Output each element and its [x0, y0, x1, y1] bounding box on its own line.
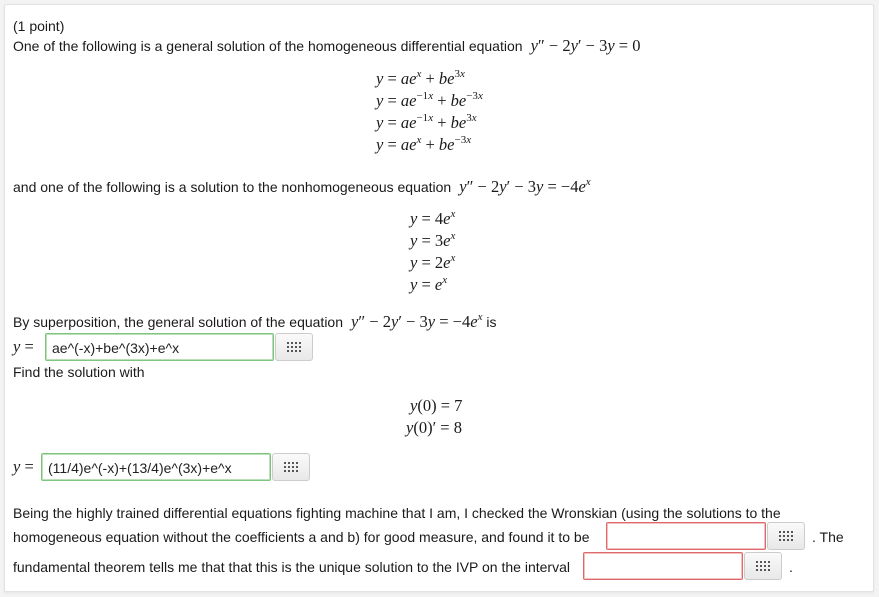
equation-editor-button-2[interactable] [272, 453, 310, 481]
wronskian-text-line1: Being the highly trained differential equations fighting machine that I am, I checked the Wronskian (using the solutions to the [13, 505, 781, 521]
part-option-1: $y = 4e^x$ [410, 207, 456, 228]
homog-option-4: $y = ae^x + be^{-3x}$ [376, 133, 472, 154]
grid-icon [756, 561, 770, 572]
superposition-prompt [13, 310, 497, 331]
ivp-solution-label: y = [13, 457, 34, 476]
wronskian-suffix: . The [812, 529, 844, 545]
part-option-2: $y = 3e^x$ [410, 229, 456, 250]
interval-suffix: . [789, 559, 793, 575]
initial-condition-1: y(0) = 7 [410, 396, 463, 415]
interval-input[interactable] [583, 552, 743, 580]
homog-option-2: $y = ae^{-1x} + be^{-3x}$ [376, 89, 483, 110]
homogeneous-options [376, 68, 483, 156]
superposition-prompt-text: By superposition, the general solution of the equation [13, 314, 344, 330]
homogeneous-prompt [13, 37, 640, 55]
equation-editor-button-1[interactable] [275, 333, 313, 361]
wronskian-input[interactable] [606, 522, 766, 550]
nonhomogeneous-prompt-text: and one of the following is a solution to the nonhomogeneous equation [13, 179, 452, 195]
ivp-prompt: Find the solution with [13, 364, 145, 380]
wronskian-text-line2: homogeneous equation without the coefficients a and b) for good measure, and found it to be [13, 529, 590, 545]
homog-option-1: $y = ae^x + be^{3x}$ [376, 67, 465, 88]
interval-text-line3: fundamental theorem tells me that that this is the unique solution to the IVP on the interval [13, 559, 570, 575]
initial-conditions [406, 395, 462, 439]
equation-editor-button-4[interactable] [744, 552, 782, 580]
superposition-equation: $y'' - 2y' - 3y = -4e^x$ [351, 310, 483, 331]
general-solution-label: y = [13, 337, 34, 356]
grid-icon [284, 462, 298, 473]
initial-condition-2: y(0)′ = 8 [406, 418, 462, 437]
homogeneous-prompt-text: One of the following is a general solution of the homogeneous differential equation [13, 38, 523, 54]
superposition-suffix: is [486, 314, 497, 330]
grid-icon [287, 342, 301, 353]
part-option-3: $y = 2e^x$ [410, 251, 456, 272]
nonhomogeneous-equation: $y'' - 2y' - 3y = -4e^x$ [459, 175, 591, 196]
homog-option-3: $y = ae^{-1x} + be^{3x}$ [376, 111, 477, 132]
points-label: (1 point) [13, 18, 65, 34]
nonhomogeneous-prompt [13, 175, 591, 196]
homogeneous-equation: y″ − 2y′ − 3y = 0 [530, 36, 641, 55]
equation-editor-button-3[interactable] [767, 522, 805, 550]
grid-icon [779, 531, 793, 542]
part-option-4: $y = e^x$ [410, 273, 448, 294]
particular-options [410, 208, 455, 296]
ivp-solution-input[interactable]: (11/4)e^(-x)+(13/4)e^(3x)+e^x [41, 453, 271, 481]
general-solution-input[interactable]: ae^(-x)+be^(3x)+e^x [45, 333, 274, 361]
